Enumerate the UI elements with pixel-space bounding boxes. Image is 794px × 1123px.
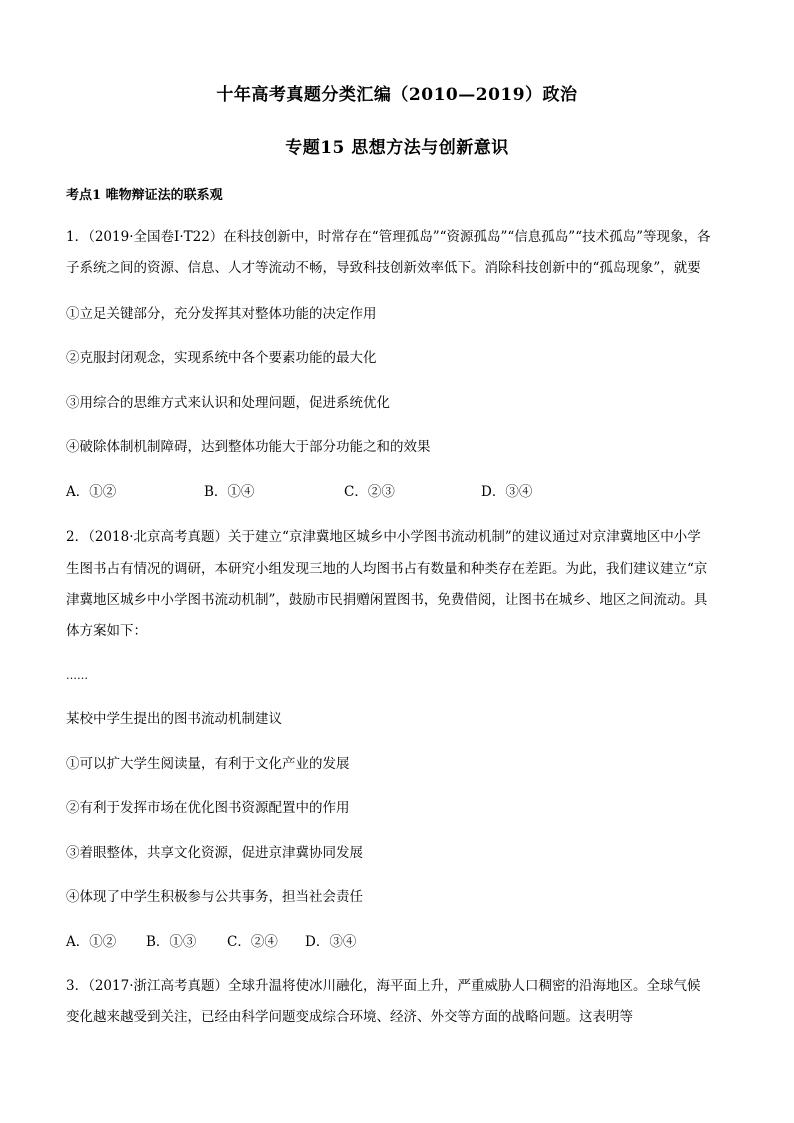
q1-option-b[interactable]: B．①④ — [204, 484, 255, 500]
section-heading: 考点1 唯物辩证法的联系观 — [66, 188, 223, 203]
q2-item: ①可以扩大学生阅读量，有利于文化产业的发展 — [66, 756, 350, 772]
q3-stem-line: 3．（2017·浙江高考真题）全球升温将使冰川融化，海平面上升，严重威胁人口稠密的沿海地区。全球气候 — [66, 978, 701, 994]
q2-stem-line: 生图书占有情况的调研，本研究小组发现三地的人均图书占有数量和种类存在差距。为此，我们建议建立“京 — [66, 561, 708, 577]
q2-option-d[interactable]: D．③④ — [305, 934, 357, 950]
document-title: 十年高考真题分类汇编（2010—2019）政治 — [216, 85, 578, 105]
q1-stem-line: 1．（2019·全国卷Ⅰ·T22）在科技创新中，时常存在“管理孤岛”“资源孤岛”“信息孤岛”“技术孤岛”等现象，各 — [66, 229, 711, 245]
q2-option-c[interactable]: C．②④ — [227, 934, 278, 950]
q1-option-a[interactable]: A．①② — [66, 484, 117, 500]
q2-stem-line: 2．（2018·北京高考真题）关于建立“京津冀地区城乡中小学图书流动机制”的建议通过对京津冀地区中小学 — [66, 529, 701, 545]
q2-stem-line: 体方案如下： — [66, 623, 147, 639]
q2-option-b[interactable]: B．①③ — [146, 934, 197, 950]
q1-stem-line: 子系统之间的资源、信息、人才等流动不畅，导致科技创新效率低下。消除科技创新中的“孤岛现象”，就要 — [66, 260, 701, 276]
q3-stem-line: 变化越来越受到关注，已经由科学问题变成综合环境、经济、外交等方面的战略问题。这表明等 — [66, 1009, 633, 1025]
q2-item: ④体现了中学生积极参与公共事务，担当社会责任 — [66, 889, 363, 905]
q2-stem-line: 津冀地区城乡中小学图书流动机制”，鼓励市民捐赠闲置图书，免费借阅，让图书在城乡、地区之间流动。具 — [66, 592, 708, 608]
q2-ellipsis: …… — [66, 669, 88, 682]
q2-item: ③着眼整体，共享文化资源，促进京津冀协同发展 — [66, 845, 363, 861]
q1-option-c[interactable]: C．②③ — [344, 484, 395, 500]
q1-option-d[interactable]: D．③④ — [481, 484, 533, 500]
q2-prompt: 某校中学生提出的图书流动机制建议 — [66, 711, 282, 727]
q1-item: ①立足关键部分，充分发挥其对整体功能的决定作用 — [66, 306, 377, 322]
q1-item: ③用综合的思维方式来认识和处理问题，促进系统优化 — [66, 395, 390, 411]
q2-item: ②有利于发挥市场在优化图书资源配置中的作用 — [66, 800, 350, 816]
q2-option-a[interactable]: A．①② — [66, 934, 117, 950]
document-subtitle: 专题15 思想方法与创新意识 — [285, 138, 509, 158]
q1-item: ④破除体制机制障碍，达到整体功能大于部分功能之和的效果 — [66, 439, 431, 455]
q1-item: ②克服封闭观念，实现系统中各个要素功能的最大化 — [66, 350, 377, 366]
